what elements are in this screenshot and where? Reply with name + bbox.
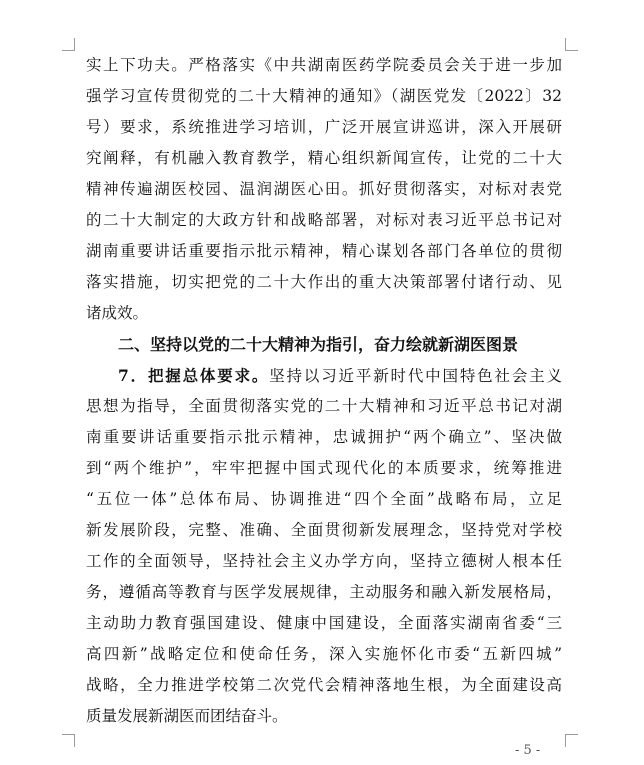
text-line: 思想为指导，全面贯彻落实党的二十大精神和习近平总书记对湖 [86,397,562,415]
text-line: 强学习宣传贯彻党的二十大精神的通知》（湖医党发〔2022〕32 [86,87,562,105]
text-line: 战略，全力推进学校第二次党代会精神落地生根，为全面建设高 [86,676,562,694]
item-7-lead: 7．把握总体要求。 [118,366,270,385]
text-line: “五位一体”总体布局、协调推进“四个全面”战略布局，立足 [86,490,562,508]
item-7-paragraph [86,360,562,732]
page-number: - 5 - [515,743,541,758]
text-line: 南重要讲话重要指示批示精神，忠诚拥护“两个确立”、坚决做 [86,428,562,446]
text-line: 究阐释，有机融入教育教学，精心组织新闻宣传，让党的二十大 [86,149,562,167]
text-line: 高四新”战略定位和使命任务，深入实施怀化市委“五新四城” [86,645,562,663]
text-line: 诸成效。 [86,304,149,322]
text-line: 务，遵循高等教育与医学发展规律，主动服务和融入新发展格局， [86,583,562,601]
text-line: 工作的全面领导，坚持社会主义办学方向，坚持立德树人根本任 [86,552,562,570]
paragraph-1 [86,50,562,329]
text-line: 湖南重要讲话重要指示批示精神，精心谋划各部门各单位的贯彻 [86,242,562,260]
crop-mark-top-left [62,38,75,51]
body-text [86,50,562,732]
item-7-first-line [86,360,562,391]
crop-mark-bottom-right [565,734,578,747]
crop-mark-top-right [565,38,578,51]
text-line: 主动助力教育强国建设、健康中国建设，全面落实湖南省委“三 [86,614,562,632]
crop-mark-bottom-left [62,734,75,747]
text-line: 实上下功夫。严格落实《中共湖南医药学院委员会关于进一步加 [86,56,562,74]
text-line: 的二十大制定的大政方针和战略部署，对标对表习近平总书记对 [86,211,562,229]
text-line: 落实措施，切实把党的二十大作出的重大决策部署付诸行动、见 [86,273,562,291]
text-line: 质量发展新湖医而团结奋斗。 [86,707,288,725]
text-line: 号）要求，系统推进学习培训，广泛开展宣讲巡讲，深入开展研 [86,118,562,136]
text-line: 精神传遍湖医校园、温润湖医心田。抓好贯彻落实，对标对表党 [86,180,562,198]
item-7-first-line-rest: 坚持以习近平新时代中国特色社会主义 [269,367,562,385]
section-heading: 二、坚持以党的二十大精神为指引，奋力绘就新湖医图景 [118,335,519,354]
text-line: 到“两个维护”，牢牢把握中国式现代化的本质要求，统筹推进 [86,459,562,477]
text-line: 新发展阶段，完整、准确、全面贯彻新发展理念，坚持党对学校 [86,521,562,539]
